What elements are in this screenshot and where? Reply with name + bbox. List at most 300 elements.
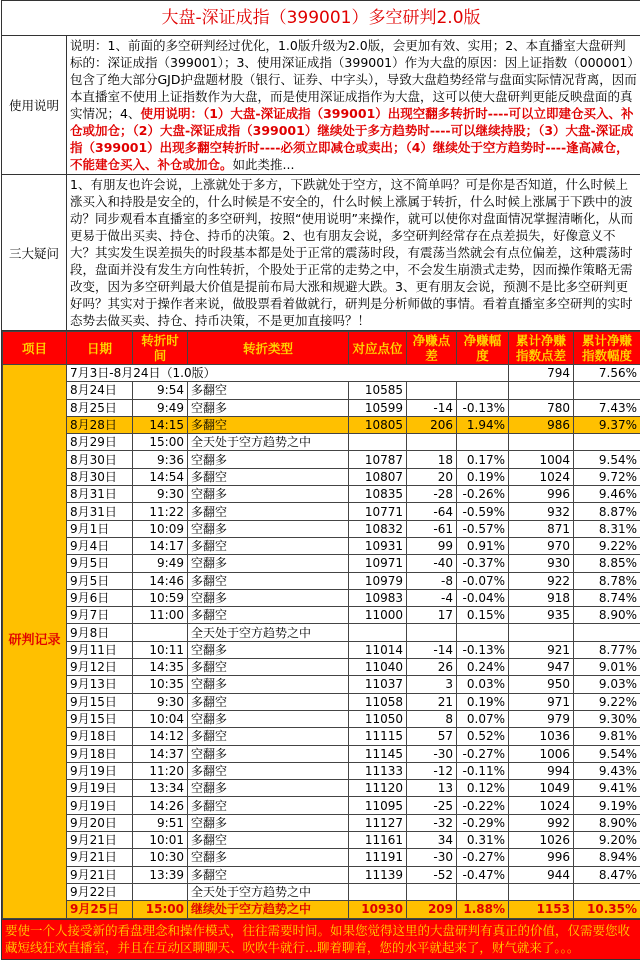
cum-pct-cell: 9.01% bbox=[574, 659, 640, 676]
time-cell: 9:49 bbox=[133, 399, 188, 416]
level-cell: 11127 bbox=[349, 814, 407, 831]
cum-pct-cell: 8.90% bbox=[574, 607, 640, 624]
pct-cell: 0.15% bbox=[457, 607, 509, 624]
cum-pct-cell: 8.85% bbox=[574, 555, 640, 572]
table-row bbox=[3, 710, 640, 727]
cum-pct-cell: 9.22% bbox=[574, 537, 640, 554]
summary-row bbox=[3, 365, 640, 382]
cum-pct-cell: 8.77% bbox=[574, 641, 640, 658]
type-cell: 多翻空 bbox=[188, 762, 349, 779]
cum-points-cell: 992 bbox=[509, 814, 574, 831]
level-cell: 11145 bbox=[349, 745, 407, 762]
cum-pct-cell: 9.03% bbox=[574, 676, 640, 693]
cum-pct-cell: 8.47% bbox=[574, 866, 640, 883]
cum-pct-cell: 8.78% bbox=[574, 572, 640, 589]
date-cell: 9月21日 bbox=[67, 849, 133, 866]
cum-points-cell: 1049 bbox=[509, 780, 574, 797]
cum-points-cell: 971 bbox=[509, 693, 574, 710]
cum-points-cell bbox=[509, 624, 574, 641]
records-table bbox=[2, 331, 640, 919]
level-cell: 11095 bbox=[349, 797, 407, 814]
pct-cell: -0.26% bbox=[457, 486, 509, 503]
type-cell: 空翻多 bbox=[188, 399, 349, 416]
points-cell: -12 bbox=[407, 762, 457, 779]
cum-pct-cell: 9.20% bbox=[574, 832, 640, 849]
pct-cell: 0.31% bbox=[457, 832, 509, 849]
time-cell: 10:04 bbox=[133, 710, 188, 727]
time-cell: 10:59 bbox=[133, 589, 188, 606]
time-cell: 13:39 bbox=[133, 866, 188, 883]
table-row bbox=[3, 780, 640, 797]
usage-text bbox=[67, 36, 640, 174]
type-cell: 空翻多 bbox=[188, 849, 349, 866]
type-cell: 多翻空 bbox=[188, 797, 349, 814]
date-cell: 8月31日 bbox=[67, 503, 133, 520]
cum-pct-cell: 8.90% bbox=[574, 814, 640, 831]
level-cell: 10983 bbox=[349, 589, 407, 606]
cum-points-cell: 930 bbox=[509, 555, 574, 572]
cum-points-cell: 1024 bbox=[509, 797, 574, 814]
pct-cell: -0.27% bbox=[457, 745, 509, 762]
points-cell: 99 bbox=[407, 537, 457, 554]
type-cell: 多翻空 bbox=[188, 537, 349, 554]
cum-points-cell: 1036 bbox=[509, 728, 574, 745]
time-cell: 10:09 bbox=[133, 520, 188, 537]
spreadsheet bbox=[1, 0, 640, 960]
column-header: 转折类型 bbox=[188, 332, 349, 365]
pct-cell: 0.12% bbox=[457, 780, 509, 797]
cum-pct-cell bbox=[574, 624, 640, 641]
level-cell: 11120 bbox=[349, 780, 407, 797]
cum-points: 794 bbox=[509, 365, 574, 382]
cum-pct-cell: 8.94% bbox=[574, 849, 640, 866]
time-cell: 14:37 bbox=[133, 745, 188, 762]
level-cell bbox=[349, 434, 407, 451]
level-cell: 11058 bbox=[349, 693, 407, 710]
time-cell: 10:11 bbox=[133, 641, 188, 658]
column-header: 日期 bbox=[67, 332, 133, 365]
time-cell: 14:15 bbox=[133, 416, 188, 433]
date-cell: 9月4日 bbox=[67, 537, 133, 554]
type-cell: 空翻多 bbox=[188, 451, 349, 468]
points-cell: 206 bbox=[407, 416, 457, 433]
points-cell: -64 bbox=[407, 503, 457, 520]
level-cell bbox=[349, 883, 407, 900]
cum-pct-cell: 9.22% bbox=[574, 693, 640, 710]
questions-section bbox=[2, 175, 640, 331]
usage-label: 使用说明 bbox=[2, 36, 67, 174]
date-cell: 9月15日 bbox=[67, 710, 133, 727]
column-header: 净赚幅度 bbox=[457, 332, 509, 365]
date-cell: 8月24日 bbox=[67, 382, 133, 399]
level-cell: 10771 bbox=[349, 503, 407, 520]
pct-cell: -0.11% bbox=[457, 762, 509, 779]
column-header: 累计净赚指数幅度 bbox=[574, 332, 640, 365]
table-row bbox=[3, 382, 640, 399]
type-cell: 全天处于空方趋势之中 bbox=[188, 883, 349, 900]
date-cell: 8月25日 bbox=[67, 399, 133, 416]
level-cell: 11161 bbox=[349, 832, 407, 849]
points-cell: -4 bbox=[407, 589, 457, 606]
questions-label: 三大疑问 bbox=[2, 175, 67, 330]
table-row bbox=[3, 451, 640, 468]
cum-points-cell: 947 bbox=[509, 659, 574, 676]
table-row bbox=[3, 849, 640, 866]
points-cell: -32 bbox=[407, 814, 457, 831]
table-row bbox=[3, 814, 640, 831]
pct-cell: 0.24% bbox=[457, 659, 509, 676]
level-cell: 11115 bbox=[349, 728, 407, 745]
cum-points-cell: 922 bbox=[509, 572, 574, 589]
level-cell: 10585 bbox=[349, 382, 407, 399]
table-row bbox=[3, 797, 640, 814]
points-cell: -30 bbox=[407, 745, 457, 762]
points-cell: -14 bbox=[407, 399, 457, 416]
table-row bbox=[3, 503, 640, 520]
pct-cell: -0.59% bbox=[457, 503, 509, 520]
time-cell: 10:35 bbox=[133, 676, 188, 693]
pct-cell bbox=[457, 883, 509, 900]
date-cell: 8月28日 bbox=[67, 416, 133, 433]
points-cell: 34 bbox=[407, 832, 457, 849]
cum-points-cell: 996 bbox=[509, 849, 574, 866]
table-row bbox=[3, 416, 640, 433]
level-cell: 10931 bbox=[349, 537, 407, 554]
summary-label: 7月3日-8月24日（1.0版） bbox=[67, 365, 509, 382]
points-cell: -8 bbox=[407, 572, 457, 589]
time-cell: 14:46 bbox=[133, 572, 188, 589]
time-cell: 10:01 bbox=[133, 832, 188, 849]
type-cell: 空翻多 bbox=[188, 486, 349, 503]
table-row bbox=[3, 537, 640, 554]
cum-pct-cell: 9.54% bbox=[574, 451, 640, 468]
points-cell: -14 bbox=[407, 641, 457, 658]
type-cell: 多翻空 bbox=[188, 503, 349, 520]
cum-points-cell: 1024 bbox=[509, 468, 574, 485]
pct-cell: 0.19% bbox=[457, 693, 509, 710]
points-cell: 26 bbox=[407, 659, 457, 676]
points-cell bbox=[407, 883, 457, 900]
date-cell: 8月29日 bbox=[67, 434, 133, 451]
time-cell: 9:49 bbox=[133, 555, 188, 572]
type-cell: 全天处于空方趋势之中 bbox=[188, 624, 349, 641]
level-cell: 11040 bbox=[349, 659, 407, 676]
column-header: 项目 bbox=[3, 332, 67, 365]
pct-cell bbox=[457, 434, 509, 451]
level-cell: 10807 bbox=[349, 468, 407, 485]
date-cell: 9月20日 bbox=[67, 814, 133, 831]
type-cell: 多翻空 bbox=[188, 382, 349, 399]
date-cell: 9月22日 bbox=[67, 883, 133, 900]
type-cell: 空翻多 bbox=[188, 555, 349, 572]
cum-points-cell: 780 bbox=[509, 399, 574, 416]
usage-text-tail: 如此类推... bbox=[232, 157, 295, 172]
type-cell: 多翻空 bbox=[188, 728, 349, 745]
type-cell: 空翻多 bbox=[188, 745, 349, 762]
points-cell: 18 bbox=[407, 451, 457, 468]
date-cell: 8月31日 bbox=[67, 486, 133, 503]
level-cell: 10805 bbox=[349, 416, 407, 433]
usage-text-red: 使用说明：（1）大盘-深证成指（399001）出现空翻多转折时----可以立即建仓买入、补仓或加仓；（2）大盘-深证成指（399001）继续处于多方趋势时----可以继续持股；（3）大盘-深证成指（399001）出现多翻空转折时----必须立即减仓或卖出；（4）继续处于空方趋势时----逢高减仓，不能建仓买入、补仓或加仓。 bbox=[70, 106, 634, 172]
pct-cell: 0.52% bbox=[457, 728, 509, 745]
date-cell: 9月19日 bbox=[67, 780, 133, 797]
time-cell bbox=[133, 624, 188, 641]
cum-points-cell: 932 bbox=[509, 503, 574, 520]
pct-cell: 1.88% bbox=[457, 901, 509, 918]
table-row bbox=[3, 399, 640, 416]
pct-cell: -0.37% bbox=[457, 555, 509, 572]
table-row bbox=[3, 832, 640, 849]
date-cell: 9月25日 bbox=[67, 901, 133, 918]
type-cell: 全天处于空方趋势之中 bbox=[188, 434, 349, 451]
pct-cell: -0.04% bbox=[457, 589, 509, 606]
type-cell: 空翻多 bbox=[188, 520, 349, 537]
time-cell: 11:00 bbox=[133, 607, 188, 624]
type-cell: 多翻空 bbox=[188, 659, 349, 676]
cum-pct-cell bbox=[574, 434, 640, 451]
cum-points-cell: 1026 bbox=[509, 832, 574, 849]
level-cell bbox=[349, 624, 407, 641]
pct-cell: 1.94% bbox=[457, 416, 509, 433]
type-cell: 空翻多 bbox=[188, 814, 349, 831]
points-cell: -25 bbox=[407, 797, 457, 814]
pct-cell: 0.91% bbox=[457, 537, 509, 554]
time-cell: 9:54 bbox=[133, 382, 188, 399]
points-cell: -30 bbox=[407, 849, 457, 866]
type-cell: 继续处于空方趋势之中 bbox=[188, 901, 349, 918]
date-cell: 9月21日 bbox=[67, 832, 133, 849]
points-cell bbox=[407, 434, 457, 451]
time-cell: 9:51 bbox=[133, 814, 188, 831]
date-cell: 8月30日 bbox=[67, 451, 133, 468]
type-cell: 多翻空 bbox=[188, 693, 349, 710]
date-cell: 9月5日 bbox=[67, 572, 133, 589]
level-cell: 10971 bbox=[349, 555, 407, 572]
pct-cell: 0.17% bbox=[457, 451, 509, 468]
table-row bbox=[3, 520, 640, 537]
type-cell: 多翻空 bbox=[188, 832, 349, 849]
level-cell: 10787 bbox=[349, 451, 407, 468]
time-cell bbox=[133, 883, 188, 900]
date-cell: 9月6日 bbox=[67, 589, 133, 606]
table-row bbox=[3, 555, 640, 572]
level-cell: 11000 bbox=[349, 607, 407, 624]
cum-points-cell: 935 bbox=[509, 607, 574, 624]
table-row bbox=[3, 883, 640, 900]
points-cell: -61 bbox=[407, 520, 457, 537]
cum-pct-cell: 9.41% bbox=[574, 780, 640, 797]
table-row bbox=[3, 728, 640, 745]
time-cell: 15:00 bbox=[133, 434, 188, 451]
table-row bbox=[3, 434, 640, 451]
date-cell: 9月11日 bbox=[67, 641, 133, 658]
level-cell: 10835 bbox=[349, 486, 407, 503]
cum-pct-cell: 8.31% bbox=[574, 520, 640, 537]
level-cell: 10599 bbox=[349, 399, 407, 416]
table-row bbox=[3, 762, 640, 779]
column-header: 转折时间 bbox=[133, 332, 188, 365]
column-header: 对应点位 bbox=[349, 332, 407, 365]
usage-text-plain: 说明：1、前面的多空研判经过优化，1.0版升级为2.0版，会更加有效、实用；2、本直播室大盘研判标的：深证成指（399001）；3、使用深证成指（399001）作为大盘的原因：因上证指数（000001）包含了绝大部分GJD护盘题材股（银行、证券、中字头），导致大盘趋势经常与盘面实际情况背离，因而本直播室不使用上证指数作为大盘，而是使用深证成指作为大盘，这可以使大盘研判更能反映盘面的真实情况；4、 bbox=[70, 38, 637, 121]
level-cell: 10930 bbox=[349, 901, 407, 918]
points-cell: -52 bbox=[407, 866, 457, 883]
table-row bbox=[3, 901, 640, 918]
cum-points-cell bbox=[509, 883, 574, 900]
time-cell: 14:12 bbox=[133, 728, 188, 745]
questions-text: 1、有朋友也许会说，上涨就处于多方，下跌就处于空方，这不简单吗？可是你是否知道，什么时候上涨买入和持股是安全的，什么时候是不安全的，什么时候上涨属于转折，什么时候上涨属于下跌中的波动？同步观看本直播室的多空研判，按照“使用说明”来操作，就可以使你对盘面情况掌握清晰化，从而更易于做出买卖、持仓、持币的决策。2、也有朋友会说，多空研判经常存在点差损失，好像意义不大？其实发生误差损失的时段基本都是处于正常的震荡时段，有震荡当然就会有点位偏差，这种震荡时段，盘面并没有发生方向性转折，个股处于正常的走势之中，不会发生崩溃式走势，因而操作策略无需改变，因为多空研判最大价值是提前布局大涨和规避大跌。3、更有朋友会说，预测不是比多空研判更好吗？其实对于操作者来说，做股票看着做就行，研判是分析师做的事情。看着直播室多空研判的实时态势去做买卖、持仓、持币决策，不是更加直接吗？！ bbox=[70, 177, 633, 328]
points-cell: 21 bbox=[407, 693, 457, 710]
points-cell: 209 bbox=[407, 901, 457, 918]
table-row bbox=[3, 589, 640, 606]
points-cell: 20 bbox=[407, 468, 457, 485]
cum-points-cell: 986 bbox=[509, 416, 574, 433]
type-cell: 空翻多 bbox=[188, 641, 349, 658]
type-cell: 多翻空 bbox=[188, 866, 349, 883]
date-cell: 9月7日 bbox=[67, 607, 133, 624]
pct-cell: -0.47% bbox=[457, 866, 509, 883]
cum-points-cell: 996 bbox=[509, 486, 574, 503]
date-cell: 9月19日 bbox=[67, 797, 133, 814]
level-cell: 11191 bbox=[349, 849, 407, 866]
type-cell: 空翻多 bbox=[188, 780, 349, 797]
points-cell: 3 bbox=[407, 676, 457, 693]
type-cell: 多翻空 bbox=[188, 572, 349, 589]
points-cell: 57 bbox=[407, 728, 457, 745]
table-header bbox=[3, 332, 640, 365]
page-title: 大盘-深证成指（399001）多空研判2.0版 bbox=[2, 1, 640, 36]
cum-points-cell bbox=[509, 382, 574, 399]
level-cell: 11014 bbox=[349, 641, 407, 658]
cum-points-cell: 944 bbox=[509, 866, 574, 883]
time-cell: 9:36 bbox=[133, 451, 188, 468]
points-cell: 13 bbox=[407, 780, 457, 797]
type-cell: 空翻多 bbox=[188, 589, 349, 606]
time-cell: 11:20 bbox=[133, 762, 188, 779]
usage-section bbox=[2, 36, 640, 175]
pct-cell: -0.07% bbox=[457, 572, 509, 589]
date-cell: 9月18日 bbox=[67, 728, 133, 745]
time-cell: 11:22 bbox=[133, 503, 188, 520]
time-cell: 14:54 bbox=[133, 468, 188, 485]
cum-pct-cell: 7.43% bbox=[574, 399, 640, 416]
date-cell: 9月5日 bbox=[67, 555, 133, 572]
type-cell: 多翻空 bbox=[188, 416, 349, 433]
date-cell: 9月19日 bbox=[67, 762, 133, 779]
table-row bbox=[3, 572, 640, 589]
section-label: 研判记录 bbox=[3, 365, 67, 919]
cum-pct-cell: 9.54% bbox=[574, 745, 640, 762]
cum-pct-cell: 10.35% bbox=[574, 901, 640, 918]
cum-points-cell: 918 bbox=[509, 589, 574, 606]
cum-points-cell: 979 bbox=[509, 710, 574, 727]
cum-points-cell bbox=[509, 434, 574, 451]
column-header: 净赚点差 bbox=[407, 332, 457, 365]
footer-note: 要使一个人接受新的看盘理念和操作模式，往往需要时间。如果您觉得这里的大盘研判有真正的价值，仅需要您收藏短线狂欢直播室，并且在互动区聊聊天、吹吹牛就行...聊着聊着，您的水平就起来了，财气就来了。。。 bbox=[2, 919, 640, 959]
type-cell: 空翻多 bbox=[188, 676, 349, 693]
cum-points-cell: 1004 bbox=[509, 451, 574, 468]
column-header: 累计净赚指数点差 bbox=[509, 332, 574, 365]
level-cell: 10832 bbox=[349, 520, 407, 537]
pct-cell: -0.13% bbox=[457, 399, 509, 416]
pct-cell: 0.19% bbox=[457, 468, 509, 485]
cum-pct-cell: 9.43% bbox=[574, 762, 640, 779]
points-cell: -40 bbox=[407, 555, 457, 572]
date-cell: 8月30日 bbox=[67, 468, 133, 485]
cum-pct-cell bbox=[574, 883, 640, 900]
date-cell: 9月15日 bbox=[67, 693, 133, 710]
level-cell: 11050 bbox=[349, 710, 407, 727]
type-cell: 多翻空 bbox=[188, 607, 349, 624]
time-cell: 14:35 bbox=[133, 659, 188, 676]
pct-cell: -0.57% bbox=[457, 520, 509, 537]
cum-points-cell: 950 bbox=[509, 676, 574, 693]
cum-pct-cell bbox=[574, 382, 640, 399]
pct-cell: -0.22% bbox=[457, 797, 509, 814]
table-row bbox=[3, 607, 640, 624]
level-cell: 11139 bbox=[349, 866, 407, 883]
pct-cell: 0.07% bbox=[457, 710, 509, 727]
pct-cell bbox=[457, 624, 509, 641]
time-cell: 9:30 bbox=[133, 486, 188, 503]
cum-pct-cell: 9.19% bbox=[574, 797, 640, 814]
pct-cell: 0.03% bbox=[457, 676, 509, 693]
table-row bbox=[3, 659, 640, 676]
pct-cell: -0.29% bbox=[457, 814, 509, 831]
date-cell: 9月12日 bbox=[67, 659, 133, 676]
cum-points-cell: 970 bbox=[509, 537, 574, 554]
cum-pct-cell: 8.87% bbox=[574, 503, 640, 520]
points-cell: 8 bbox=[407, 710, 457, 727]
cum-pct-cell: 9.46% bbox=[574, 486, 640, 503]
cum-pct-cell: 9.72% bbox=[574, 468, 640, 485]
points-cell: -28 bbox=[407, 486, 457, 503]
type-cell: 多翻空 bbox=[188, 468, 349, 485]
type-cell: 空翻多 bbox=[188, 710, 349, 727]
table-row bbox=[3, 624, 640, 641]
table-row bbox=[3, 676, 640, 693]
date-cell: 9月8日 bbox=[67, 624, 133, 641]
table-row bbox=[3, 866, 640, 883]
cum-points-cell: 1006 bbox=[509, 745, 574, 762]
date-cell: 9月1日 bbox=[67, 520, 133, 537]
time-cell: 14:17 bbox=[133, 537, 188, 554]
points-cell bbox=[407, 382, 457, 399]
pct-cell bbox=[457, 382, 509, 399]
cum-pct: 7.56% bbox=[574, 365, 640, 382]
time-cell: 10:30 bbox=[133, 849, 188, 866]
cum-points-cell: 994 bbox=[509, 762, 574, 779]
table-row bbox=[3, 693, 640, 710]
cum-pct-cell: 9.30% bbox=[574, 710, 640, 727]
time-cell: 15:00 bbox=[133, 901, 188, 918]
pct-cell: -0.13% bbox=[457, 641, 509, 658]
table-row bbox=[3, 468, 640, 485]
time-cell: 14:26 bbox=[133, 797, 188, 814]
table-row bbox=[3, 641, 640, 658]
pct-cell: -0.27% bbox=[457, 849, 509, 866]
level-cell: 11133 bbox=[349, 762, 407, 779]
level-cell: 11037 bbox=[349, 676, 407, 693]
points-cell: 17 bbox=[407, 607, 457, 624]
time-cell: 9:30 bbox=[133, 693, 188, 710]
cum-pct-cell: 9.81% bbox=[574, 728, 640, 745]
cum-pct-cell: 9.37% bbox=[574, 416, 640, 433]
cum-pct-cell: 8.74% bbox=[574, 589, 640, 606]
table-row bbox=[3, 745, 640, 762]
date-cell: 9月13日 bbox=[67, 676, 133, 693]
cum-points-cell: 871 bbox=[509, 520, 574, 537]
time-cell: 13:34 bbox=[133, 780, 188, 797]
